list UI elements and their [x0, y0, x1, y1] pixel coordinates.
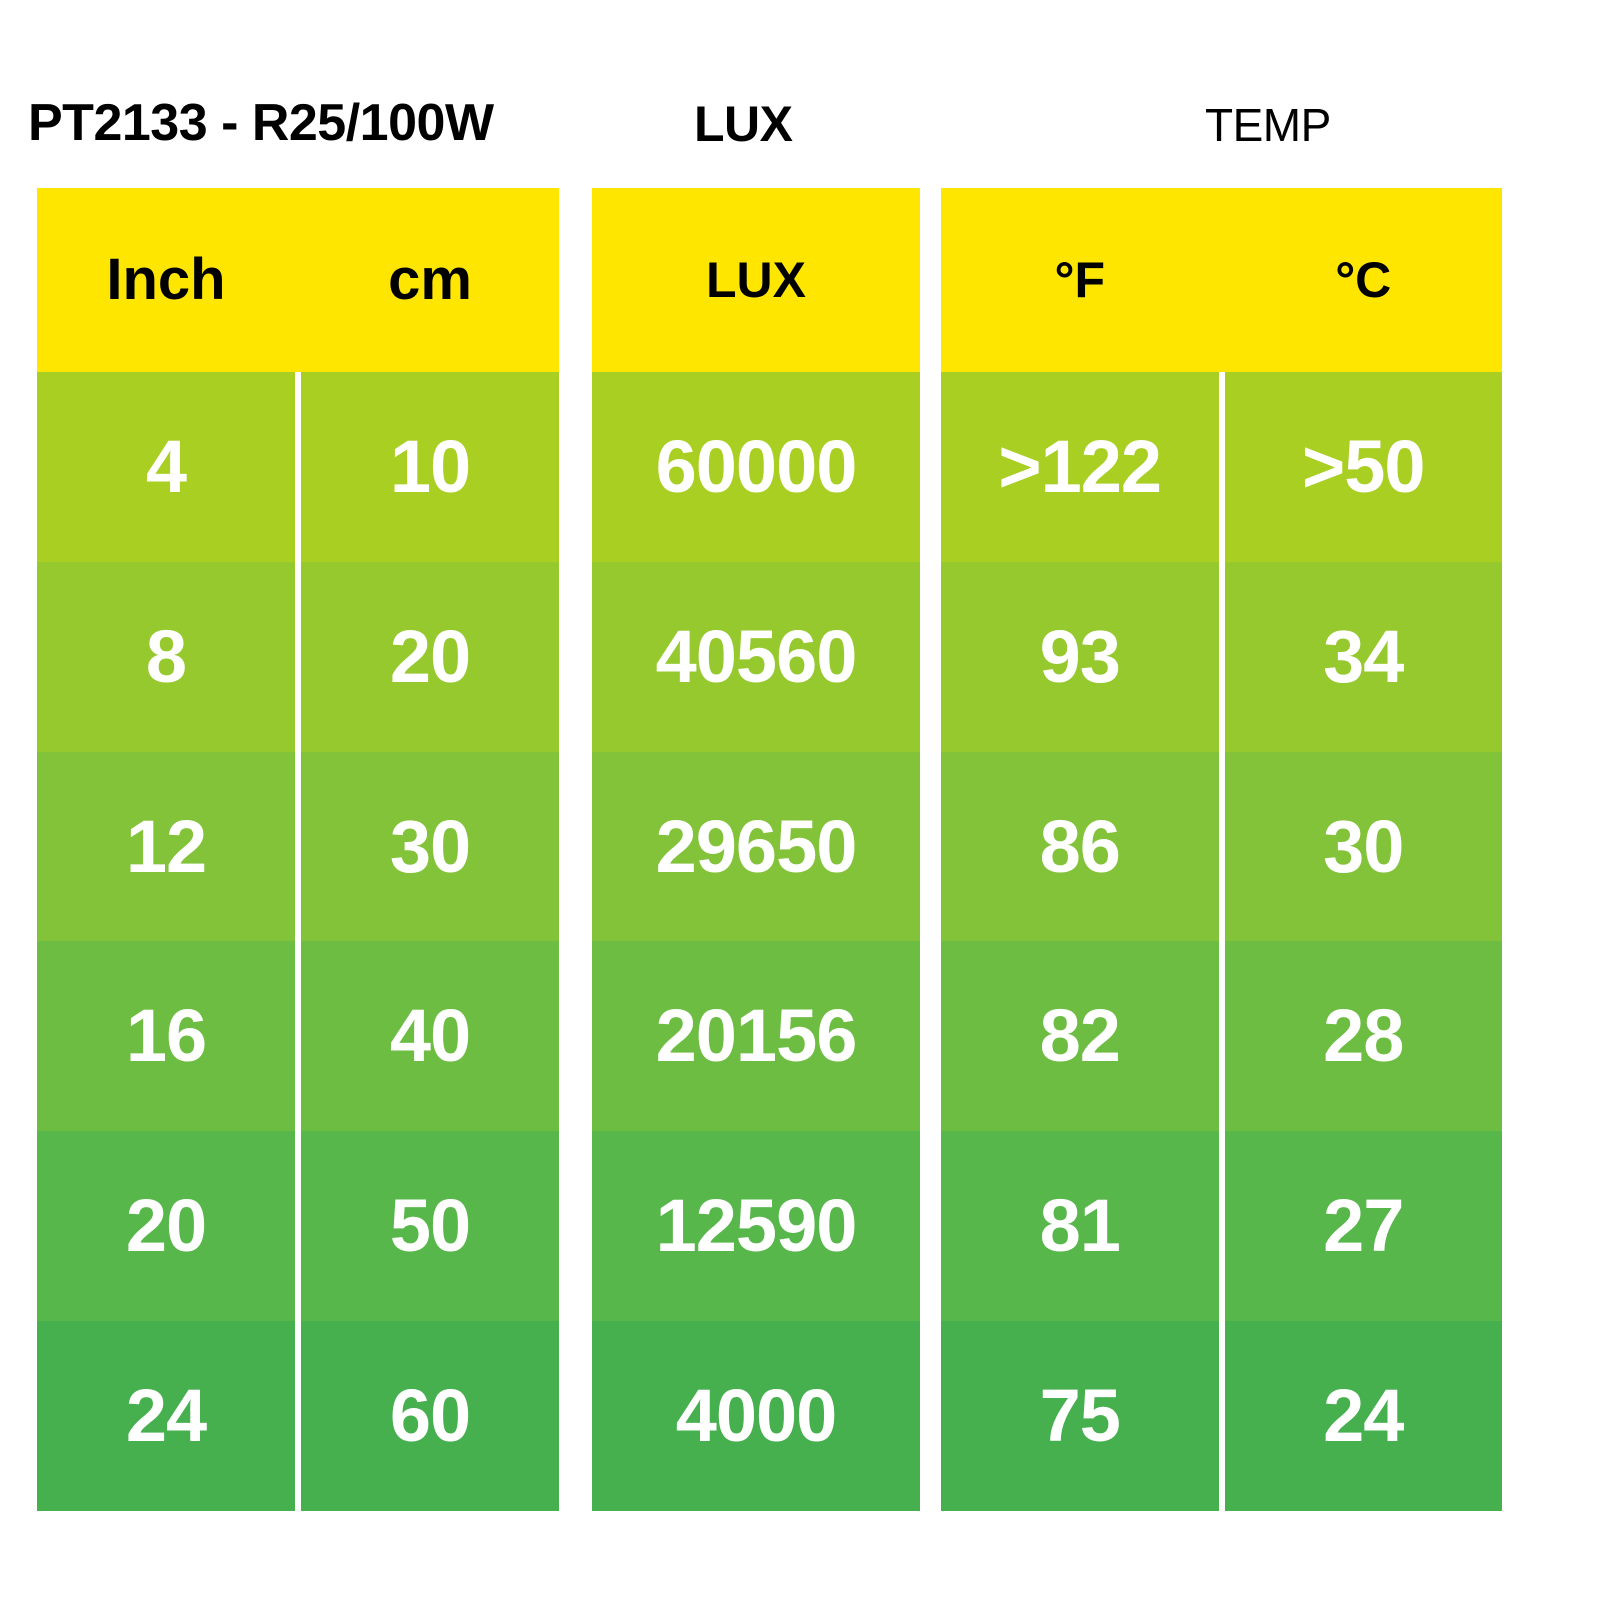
lux-body: [592, 372, 920, 1511]
cell-inch: 24: [37, 1321, 295, 1511]
title-row: [0, 0, 1599, 185]
cell-celsius: >50: [1225, 372, 1503, 562]
size-block: [37, 188, 559, 1511]
lux-header-row: [592, 188, 920, 372]
cell-cm: 30: [301, 752, 559, 942]
table-row: [592, 1321, 920, 1511]
cell-lux: 12590: [592, 1131, 920, 1321]
table-row: [941, 562, 1502, 752]
cell-fahrenheit: 82: [941, 941, 1219, 1131]
table-row: [941, 1321, 1502, 1511]
header-cm: cm: [388, 247, 472, 312]
cell-inch: 20: [37, 1131, 295, 1321]
cell-inch: 4: [37, 372, 295, 562]
cell-cm: 10: [301, 372, 559, 562]
cell-fahrenheit: 93: [941, 562, 1219, 752]
table-row: [941, 1131, 1502, 1321]
cell-cm: 40: [301, 941, 559, 1131]
cell-lux: 4000: [592, 1321, 920, 1511]
page-title: PT2133 - R25/100W: [28, 94, 494, 152]
cell-cm: 50: [301, 1131, 559, 1321]
table-row: [941, 372, 1502, 562]
cell-fahrenheit: 75: [941, 1321, 1219, 1511]
cell-cm: 60: [301, 1321, 559, 1511]
table-row: [37, 372, 559, 562]
cell-celsius: 30: [1225, 752, 1503, 942]
cell-lux: 20156: [592, 941, 920, 1131]
table-row: [37, 562, 559, 752]
cell-celsius: 28: [1225, 941, 1503, 1131]
temp-group-title: TEMP: [1205, 99, 1331, 151]
lux-group-title: LUX: [694, 96, 793, 152]
cell-inch: 12: [37, 752, 295, 942]
table-row: [37, 1321, 559, 1511]
cell-inch: 16: [37, 941, 295, 1131]
cell-fahrenheit: 81: [941, 1131, 1219, 1321]
table-row: [592, 1131, 920, 1321]
cell-lux: 40560: [592, 562, 920, 752]
temp-header-row: [941, 188, 1502, 372]
header-inch: Inch: [106, 247, 226, 312]
table-row: [592, 372, 920, 562]
header-celsius: °C: [1335, 252, 1392, 308]
cell-inch: 8: [37, 562, 295, 752]
header-lux: LUX: [706, 252, 806, 308]
table-row: [592, 752, 920, 942]
table-row: [941, 752, 1502, 942]
size-body: [37, 372, 559, 1511]
cell-celsius: 27: [1225, 1131, 1503, 1321]
size-header-row: [37, 188, 559, 372]
cell-lux: 29650: [592, 752, 920, 942]
temp-block: [941, 188, 1502, 1511]
cell-cm: 20: [301, 562, 559, 752]
table-row: [37, 941, 559, 1131]
table-row: [592, 941, 920, 1131]
cell-fahrenheit: 86: [941, 752, 1219, 942]
cell-fahrenheit: >122: [941, 372, 1219, 562]
table-row: [941, 941, 1502, 1131]
table-row: [37, 752, 559, 942]
temp-body: [941, 372, 1502, 1511]
table-row: [37, 1131, 559, 1321]
lux-block: [592, 188, 920, 1511]
cell-celsius: 34: [1225, 562, 1503, 752]
cell-lux: 60000: [592, 372, 920, 562]
cell-celsius: 24: [1225, 1321, 1503, 1511]
header-fahrenheit: °F: [1054, 252, 1106, 308]
table-row: [592, 562, 920, 752]
